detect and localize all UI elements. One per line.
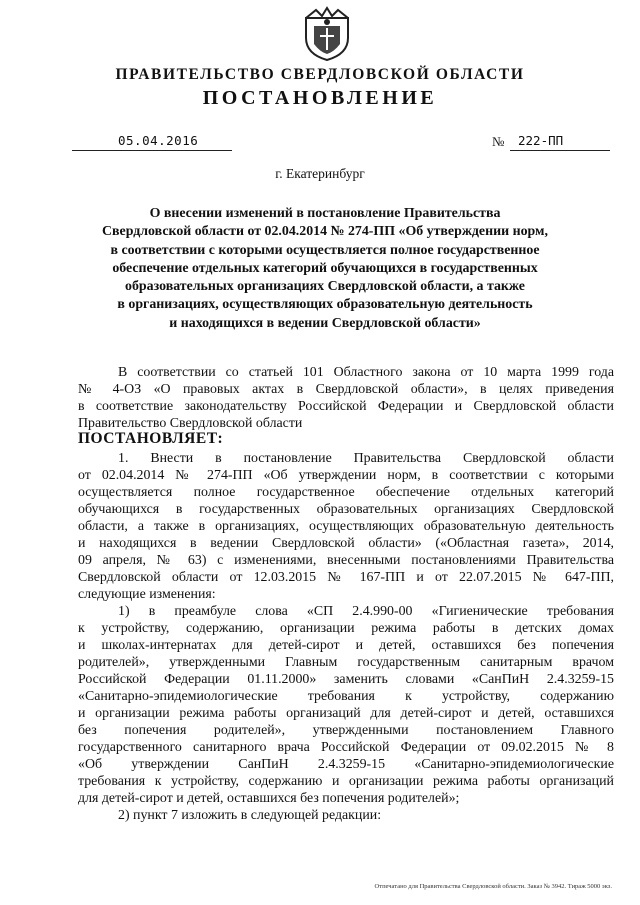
title-line: образовательных организациях Свердловской области, а также	[125, 279, 525, 295]
body-line: 09 апреля, № 63) с изменениями, внесенными постановлениями Правительства	[78, 553, 614, 568]
body-line: 2) пункт 7 изложить в следующей редакции:	[118, 808, 382, 823]
title-line: Свердловской области от 02.04.2014 № 274-ПП «Об утверждении норм,	[102, 224, 548, 240]
body-line: Российской Федерации 01.11.2000» заменить словами «СанПиН 2.4.3259-15	[78, 672, 614, 687]
body-line: 1. Внести в постановление Правительства Свердловской области	[118, 451, 614, 466]
document-date: 05.04.2016	[118, 133, 199, 148]
body-line: области, а также в организациях, осуществляющих образовательную деятельность	[78, 519, 614, 534]
body-line: Правительство Свердловской области	[78, 416, 303, 431]
date-underline	[72, 150, 232, 151]
number-underline	[510, 150, 610, 151]
title-line: и находящихся в ведении Свердловской области»	[169, 315, 481, 331]
title-line: в соответствии с которыми осуществляется полное государственное	[110, 242, 540, 258]
body-line: к устройству, содержанию, организации режима работы в детских домах	[78, 621, 614, 636]
title-line: в организациях, осуществляющих образовательную деятельность	[117, 297, 533, 313]
body-line: и организации режима работы организаций для детей-сирот и детей, оставшихся	[78, 706, 614, 721]
body-line: следующие изменения:	[78, 587, 216, 602]
body-line: В соответствии со статьей 101 Областного закона от 10 марта 1999 года	[118, 365, 614, 380]
resolves-heading: ПОСТАНОВЛЯЕТ:	[78, 430, 224, 447]
body-line: требования к устройству, содержанию и организации режима работы организаций	[78, 774, 614, 789]
body-line: родителей», утвержденными Главным государственным санитарным врачом	[78, 655, 614, 670]
document-type: ПОСТАНОВЛЕНИЕ	[202, 87, 438, 109]
body-line: «Санитарно-эпидемиологические требования к устройству, содержанию	[78, 689, 614, 704]
body-line: № 4-ОЗ «О правовых актах в Свердловской области», в целях приведения	[78, 382, 614, 397]
body-line: в соответствие законодательству Российской Федерации и Свердловской области	[78, 399, 614, 414]
body-line: и находящихся в ведении Свердловской области» («Областная газета», 2014,	[78, 536, 614, 551]
print-footer: Отпечатано для Правительства Свердловской области. Заказ № 3942. Тираж 5000 экз.	[374, 883, 612, 890]
body-line: государственного санитарного врача Российской Федерации от 09.02.2015 № 8	[78, 740, 614, 755]
body-line: «Об утверждении СанПиН 2.4.3259-15 «Санитарно-эпидемиологические	[78, 757, 614, 772]
number-sign: №	[492, 134, 505, 149]
body-line: для детей-сирот и детей, оставшихся без попечения родителей»;	[78, 791, 460, 806]
document-number: 222-ПП	[518, 133, 564, 148]
body-line: Свердловской области от 12.03.2015 № 167-ПП и от 22.07.2015 № 647-ПП,	[78, 570, 614, 585]
body-line: осуществляется полное государственное обеспечение отдельных категорий	[78, 485, 614, 500]
body-line: и школах-интернатах для детей-сирот и детей, оставшихся без попечения	[78, 638, 614, 653]
body-line: обучающихся в государственных образовательных организациях Свердловской	[78, 502, 614, 517]
coat-of-arms-icon	[300, 4, 354, 62]
title-line: обеспечение отдельных категорий обучающихся в государственных	[112, 260, 538, 276]
document-title	[90, 205, 560, 333]
city: г. Екатеринбург	[275, 166, 365, 181]
title-line: О внесении изменений в постановление Правительства	[149, 206, 501, 221]
body-line: 1) в преамбуле слова «СП 2.4.990-00 «Гигиенические требования	[118, 604, 614, 619]
body-line: от 02.04.2014 № 274-ПП «Об утверждении норм, в соответствии с которыми	[78, 468, 614, 483]
body-line: без попечения родителей», утвержденными постановлением Главного	[78, 723, 614, 738]
government-name: ПРАВИТЕЛЬСТВО СВЕРДЛОВСКОЙ ОБЛАСТИ	[115, 66, 525, 83]
